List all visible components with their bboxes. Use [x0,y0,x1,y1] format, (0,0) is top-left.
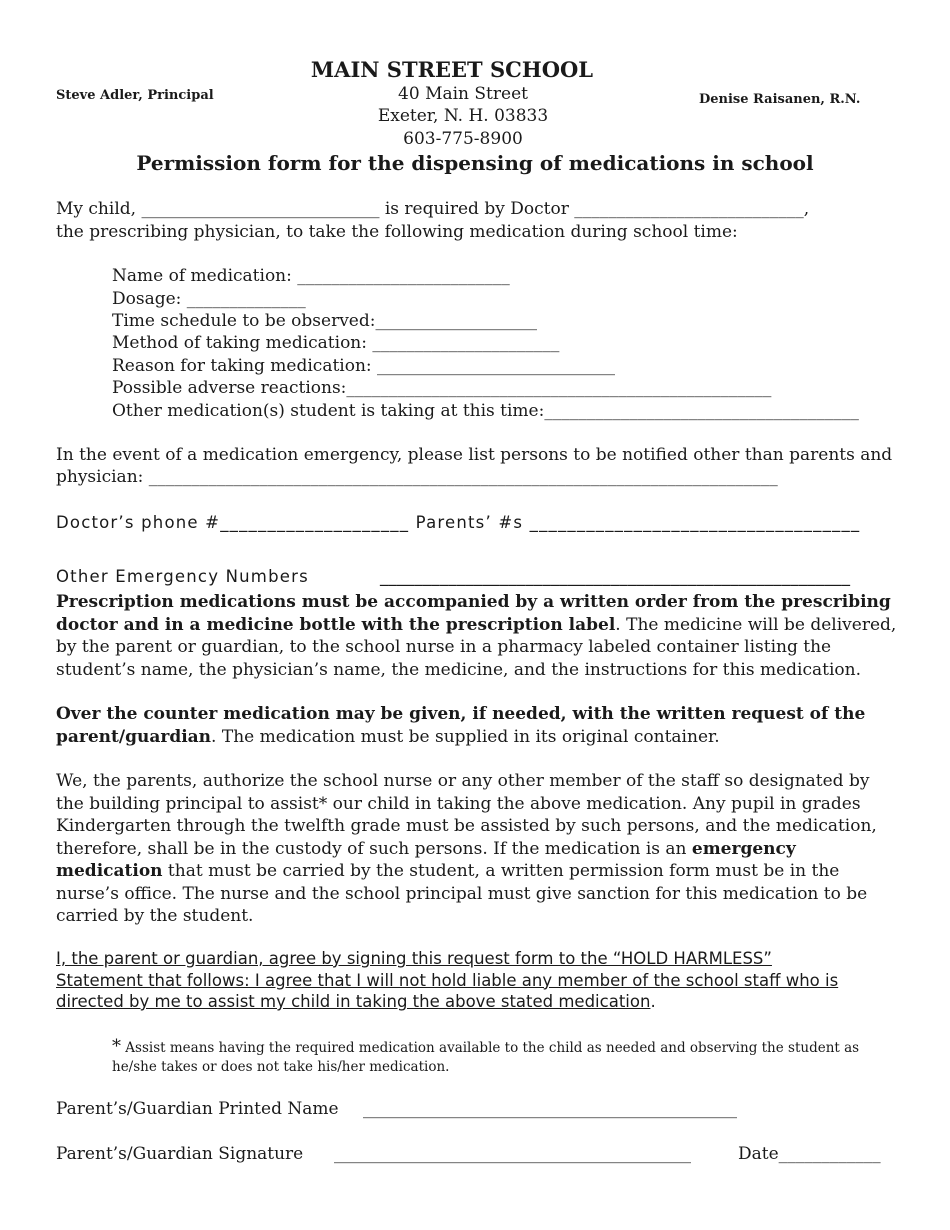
school-phone: 603-775-8900 [403,129,523,149]
hold-harmless-period: . [650,992,656,1011]
emergency-line1: In the event of a medication emergency, please list persons to be notified other than parents and [56,445,893,465]
other-emergency-field[interactable]: _______________________________________________________ [380,567,851,586]
form-title: Permission form for the dispensing of medications in school [136,151,814,175]
emergency-persons-field[interactable]: physician: __________________________________________________________________________ [56,467,778,487]
assist-footnote [112,1037,902,1077]
hold-harmless-line3: directed by me to assist my child in taking the above stated medication [56,992,651,1011]
intro-child-doctor-line[interactable]: My child, ____________________________ is required by Doctor ___________________________, [56,199,810,219]
footnote-text: Assist means having the required medication available to the child as needed and observing the student as he/she takes or does not take his/her medication. [112,1040,860,1075]
field-reason[interactable]: Reason for taking medication: ____________________________ [112,356,616,376]
address-city: Exeter, N. H. 03833 [377,106,549,126]
field-time-schedule[interactable]: Time schedule to be observed:___________________ [112,311,537,331]
other-emergency-label: Other Emergency Numbers [56,567,309,586]
footnote-asterisk: * [112,1036,121,1057]
field-other-medications[interactable]: Other medication(s) student is taking at this time:_____________________________________ [112,401,859,421]
field-adverse-reactions[interactable]: Possible adverse reactions:__________________________________________________ [112,378,772,398]
field-medication-name[interactable]: Name of medication: _________________________ [112,266,510,286]
signature-label: Parent’s/Guardian Signature [56,1144,304,1164]
prescription-paragraph [56,591,898,681]
authorization-bold: emergency medication [56,838,796,881]
authorization-part1: We, the parents, authorize the school nurse or any other member of the staff so designated by the building principal to assist* our child in taking the above medication. Any pupil in grades Kindergarten through the twelfth grade must be assisted by such persons, and the medication, therefore, shall be in the custody of such persons. If the medication is an [56,771,877,859]
authorization-part2: that must be carried by the student, a written permission form must be in the nurse’s office. The nurse and the school principal must give sanction for this medication to be carried by the student. [56,861,868,926]
otc-bold: Over the counter medication may be given, if needed, with the written request of the parent/guardian [56,704,866,747]
intro-physician-line: the prescribing physician, to take the following medication during school time: [56,222,738,242]
printed-name-field[interactable]: ____________________________________________ [363,1099,737,1119]
otc-paragraph [56,703,898,748]
authorization-paragraph [56,770,898,928]
printed-name-label: Parent’s/Guardian Printed Name [56,1099,339,1119]
date-field[interactable]: Date____________ [738,1144,881,1164]
phone-numbers-field[interactable]: Doctor’s phone #____________________ Parents’ #s ___________________________________ [56,513,861,532]
address-street: 40 Main Street [398,84,528,104]
hold-harmless-statement [56,948,906,1013]
school-name: MAIN STREET SCHOOL [310,57,594,82]
prescription-bold: Prescription medications must be accompanied by a written order from the prescribing doctor and in a medicine bottle with the prescription label [56,592,891,635]
nurse-name: Denise Raisanen, R.N. [699,92,861,107]
otc-rest: . The medication must be supplied in its original container. [211,726,720,747]
field-method[interactable]: Method of taking medication: ______________________ [112,333,560,353]
field-dosage[interactable]: Dosage: ______________ [112,289,306,309]
prescription-rest: . The medicine will be delivered, by the parent or guardian, to the school nurse in a pharmacy labeled container listing the student’s name, the physician’s name, the medicine, and the instructions for this medication. [56,614,897,680]
signature-field[interactable]: __________________________________________ [334,1144,691,1164]
principal-name: Steve Adler, Principal [56,88,214,103]
hold-harmless-line2: Statement that follows: I agree that I will not hold liable any member of the school staff who is [56,970,839,990]
hold-harmless-line1: I, the parent or guardian, agree by signing this request form to the “HOLD HARMLESS” [56,949,772,968]
